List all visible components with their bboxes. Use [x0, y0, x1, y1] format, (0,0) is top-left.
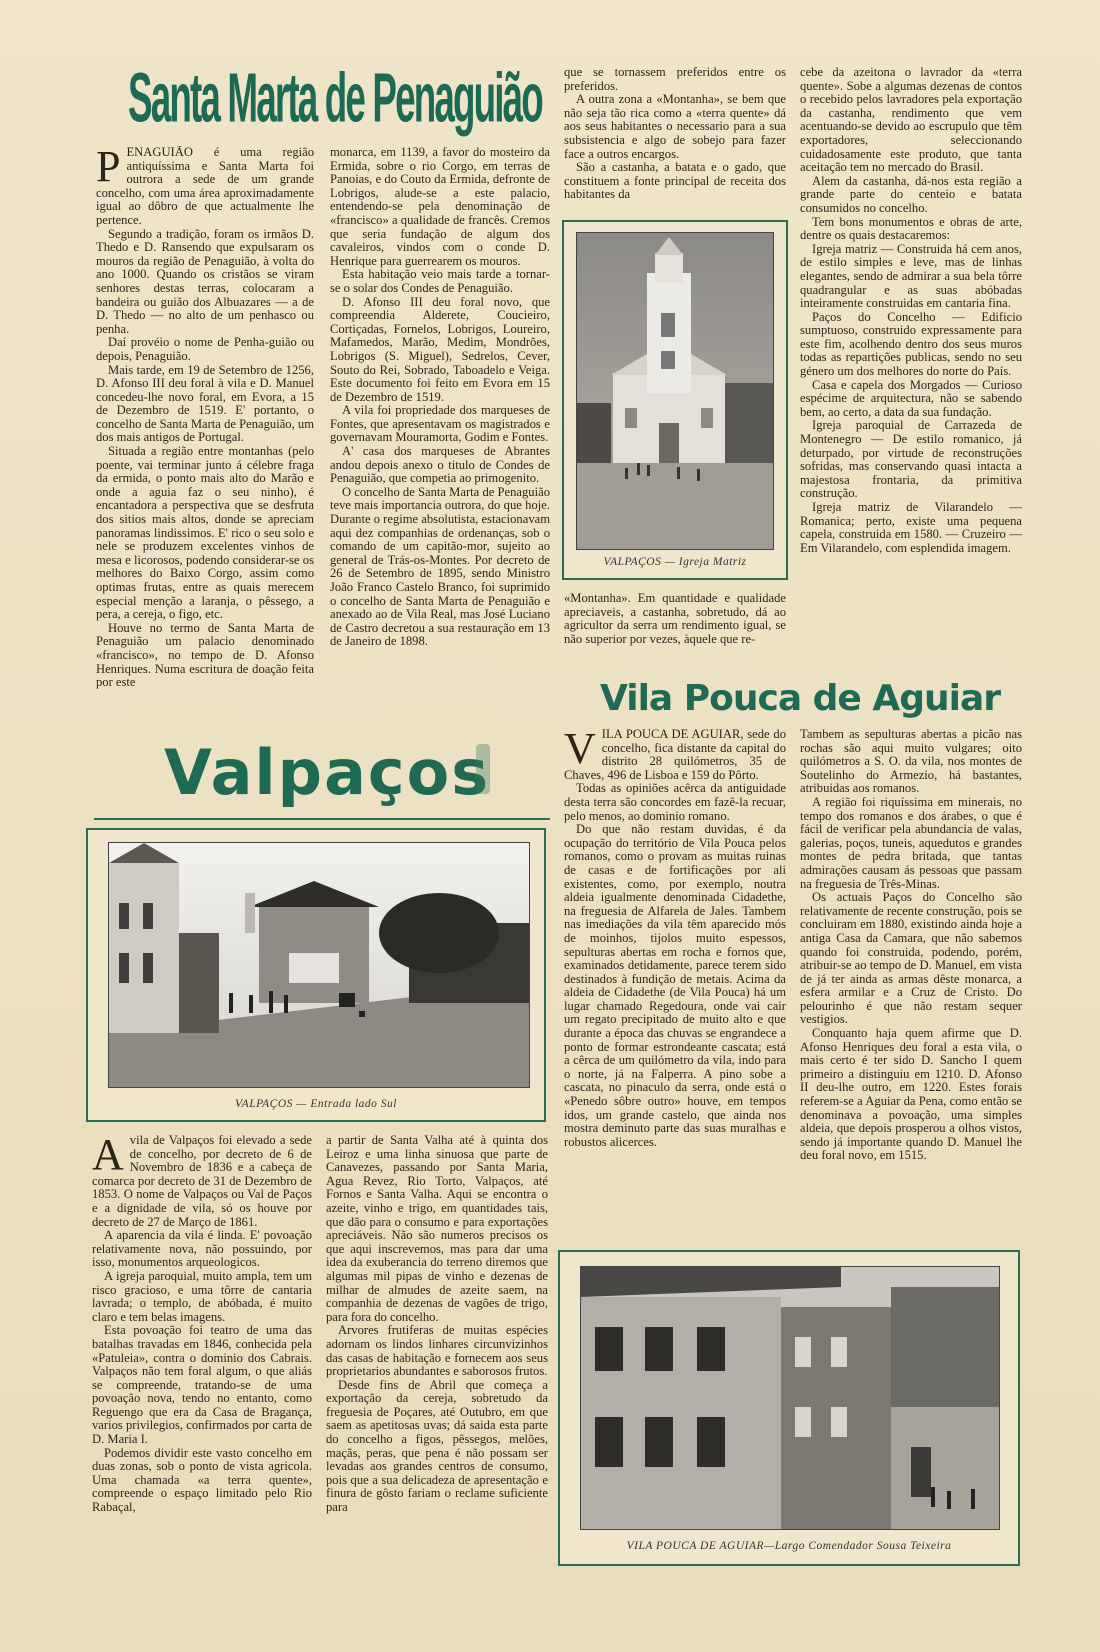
- paragraph: cebe da azeitona o lavrador da «terra quente». Sobe a algumas dezenas de contos o recebido pelos lavradores pela exportação da castanha, rendimento que vem acentuando-se devido ao escrupulo que têm exportadores, seleccionando cuidadosamente este produto, que tanta aceitação tem no mercado do Brasil.: [800, 66, 1022, 175]
- photo-frame-vila-pouca: [558, 1250, 1020, 1566]
- paragraph: Igreja matriz — Construida há cem anos, de estilo simples e leve, mas de linhas elegantes, sendo de admirar a sua bela tôrre quadrangular e as suas abóbadas inteiramente construidas em cantaria fina.: [800, 241, 1022, 311]
- paragraph: vila de Valpaços foi elevado a sede de concelho, por decreto de 6 de Novembro de 1836 e a cabeça de comarca por decreto de 31 de Dezembro de 1853. O nome de Valpaços ou Val de Paços e a dignidade de vila, só os houve por decreto de 27 de Março de 1861.: [92, 1134, 312, 1229]
- paragraph: Tem bons monumentos e obras de arte, dentre os quais destacaremos:: [800, 214, 1022, 243]
- photo-largo-comendador: [580, 1266, 1000, 1530]
- paragraph: Igreja matriz de Vilarandelo — Romanica; perto, existe uma pequena capela, construida em 1580. — Cruzeiro — Em Vilarandelo, com esplendida imagem.: [800, 500, 1022, 555]
- dropcap-a: A: [92, 1134, 124, 1179]
- paragraph: Alem da castanha, dá-nos esta região a grande parte do centeio e batata consumidos no concelho.: [800, 173, 1022, 215]
- paragraph: A igreja paroquial, muito ampla, tem um risco gracioso, e uma tôrre de cantaria lavrada; o templo, de abóbada, é muito claro e tem belas imagens.: [92, 1268, 312, 1324]
- paragraph: «Montanha». Em quantidade e qualidade apreciaveis, a castanha, sobretudo, dá ao agricultor da serra um rendimento igual, se não superior por vezes, àquele que re-: [564, 592, 786, 646]
- paragraph: monarca, em 1139, a favor do mosteiro da Ermida, sobre o rio Corgo, em terras de Panoias, e do Couto da Ermida, defronte de Lobrigos, alude-se a este palacio, entendendo-se pela denominação de «francisco» a qualidade de francês. Cremos que seria fundação de algum dos cavaleiros, vindos com o conde D. Henrique para guerrearem os mouros.: [330, 146, 550, 268]
- headline-vila-pouca: Vila Pouca de Aguiar: [600, 678, 1001, 719]
- paragraph: Houve no termo de Santa Marta de Penaguião um palacio denominado «francisco», no tempo de D. Afonso Henriques. Numa escritura de doação feita por este: [96, 620, 314, 690]
- dropcap-p: P: [96, 146, 121, 191]
- paragraph: Desde fins de Abril que começa a exportação da cereja, sobretudo da freguesia de Poçares, até Outubro, em que saem as apetitosas uvas; dá saida esta parte do concelho a figos, pêssegos, melões, maçãs, peras, que pena é não possam ser levadas aos grandes centros de consumo, pois que a sua delicadeza de apresentação e finura de gôsto fariam o reclame suficiente para: [326, 1377, 548, 1515]
- paragraph: Daí provéio o nome de Penha-guião ou depois, Penaguião.: [96, 335, 314, 363]
- paragraph: São a castanha, a batata e o gado, que constituem a fonte principal de receita dos habitantes da: [564, 160, 786, 202]
- paragraph: Tambem as sepulturas abertas a picão nas rochas são aqui muito vulgares; oito quilómetros a S. O. da vila, nos montes de Soutelinho do Armezio, há bastantes, atribuidas aos romanos.: [800, 728, 1022, 796]
- divider-rule: [94, 818, 550, 820]
- vila-pouca-column-2: [800, 728, 1022, 1244]
- headline-valpacos: Valpaços: [164, 736, 491, 809]
- paragraph: Os actuais Paços do Concelho são relativamente de recente construção, pois se concluiram em 1880, existindo ainda hoje a antiga Casa da Camara, que não sabemos quando foi construida, podendo, porém, atribuir-se ao tempo de D. Manuel, em vista de já ter ainda as armas dêste monarca, a esfera armilar e a Cruz de Cristo. Do pelourinho é que não restam sequer vestigios.: [800, 890, 1022, 1027]
- valpacos-column-2: [326, 1134, 548, 1640]
- photo-frame-church: [562, 220, 788, 580]
- paragraph: Conquanto haja quem afirme que D. Afonso Henriques deu foral a esta vila, o mais certo é ter sido D. Sancho I quem primeiro a distinguiu em 1210. D. Afonso II deu-lhe outro, em 1220. Estes forais referem-se a Aguiar da Pena, como então se denominava a povoação, uma simples aldeia, que depois prosperou a olhos vistos, sendo já importante quando D. Manuel lhe deu foral novo, em 1515.: [800, 1026, 1022, 1163]
- paragraph: que se tornassem preferidos entre os preferidos.: [564, 66, 786, 93]
- paragraph: Arvores frutiferas de muitas espécies adornam os lindos linhares circunvizinhos das casas de habitação e fornecem aos seus proprietarios abundantes e saborosos frutos.: [326, 1323, 548, 1379]
- paragraph: A vila foi propriedade dos marqueses de Fontes, que apresentavam os magistrados e governavam Mouramorta, Godim e Fontes.: [330, 403, 550, 445]
- santa-marta-column-1: [96, 146, 314, 730]
- paragraph: D. Afonso III deu foral novo, que compreendia Alderete, Coucieiro, Cortiçadas, Fornelos, Lobrigos, Loureiro, Mafamedos, Marão, Medim, Mondrões, Lobrigos (S. Miguel), Sedrelos, Cever, Souto do Rei, Sobrado, Taboadelo e Veiga. Este documento foi feito em Evora em 15 de Dezembro de 1519.: [330, 294, 550, 404]
- valpacos-continued-column-3: [564, 66, 786, 206]
- paragraph: Podemos dividir este vasto concelho em duas zonas, sob o ponto de vista agricola. Uma chamada «a terra quente», compreende o espaço limitado pelo Rio Rabaçal,: [92, 1445, 312, 1515]
- paragraph: A' casa dos marqueses de Abrantes andou depois anexo o titulo de Condes de Penaguião, que competia ao primogenito.: [330, 444, 550, 486]
- paragraph: Mais tarde, em 19 de Setembro de 1256, D. Afonso III deu foral à vila e D. Manuel concedeu-lhe novo foral, em Evora, a 15 de Dezembro de 1519. E' portanto, o concelho de Santa Marta de Penaguião, um dos mais antigos de Portugal.: [96, 362, 314, 445]
- paragraph: ENAGUIÃO é uma região antiquíssima e Santa Marta foi outrora a sede de um grande concelho, com uma área aproximadamente igual ao dôbro de que actualmente lhe pertence.: [96, 146, 314, 227]
- photo-igreja-matriz: [576, 232, 774, 550]
- paragraph: O concelho de Santa Marta de Penaguião teve mais importancia outrora, do que hoje. Durante o regime absolutista, estacionavam aqui dez companhias de ordenanças, sob o comando de um capitão-mor, sujeito ao general de Trás-os-Montes. Por decreto de 26 de Setembro de 1895, sendo Ministro João Franco Castelo Branco, foi suprimido o concelho de Santa Marta de Penaguião e anexado ao de Vila Real, mas José Luciano de Castro decretou a sua restauração em 13 de Janeiro de 1898.: [330, 484, 550, 649]
- photo-frame-valpacos: [86, 828, 546, 1122]
- vila-pouca-column-1: [564, 728, 786, 1212]
- column-3-montanha: [564, 592, 786, 664]
- headline-santa-marta: Santa Marta de Penaguião: [128, 60, 542, 137]
- paragraph: Todas as opiniões acêrca da antiguidade desta terra são concordes em fazê-la recuar, pelo menos, ao dominio romano.: [564, 781, 786, 823]
- photo-entrada-lado-sul: [108, 842, 530, 1088]
- caption-valpacos: VALPAÇOS — Entrada lado Sul: [235, 1098, 397, 1110]
- paragraph: Segundo a tradição, foram os irmãos D. Thedo e D. Ransendo que expulsaram os mouros da região de Penaguião, à volta do ano 1000. Quando os cristãos se viram senhores destas terras, colocaram a bandeira ou guião dos Albuazares — a de D. Thedo — no alto de um penhasco ou penha.: [96, 226, 314, 336]
- dropcap-v: V: [564, 728, 596, 773]
- paragraph: A região foi riquíssima em minerais, no tempo dos romanos e dos árabes, o que é fácil de verificar pela abundancia de valas, galerias, poços, tuneis, aquedutos e grandes montes de pedra britada, que tantas admirações causam ás pessoas que passam na freguesia de Três-Minas.: [800, 794, 1022, 891]
- paragraph: Igreja paroquial de Carrazeda de Montenegro — De estilo romanico, já deturpado, por virtude de reconstruções sofridas, mas conservando quasi intacta a majestosa frontaria, da primitiva construção.: [800, 418, 1022, 501]
- paragraph: Casa e capela dos Morgados — Curioso espécime de arquitectura, não se sabendo bem, ao certo, a data da sua fundação.: [800, 377, 1022, 419]
- santa-marta-column-2: [330, 146, 550, 730]
- paragraph: A outra zona a «Montanha», se bem que não seja tão rica como a «terra quente» dá aos seus habitantes o necessario para a sua subsistencia e algo de sobejo para fazer face a outros encargos.: [564, 92, 786, 161]
- paragraph: Esta habitação veio mais tarde a tornar-se o solar dos Condes de Penaguião.: [330, 267, 550, 295]
- paper-stain: [476, 744, 490, 794]
- column-4-monuments: [800, 66, 1022, 666]
- caption-vila-pouca: VILA POUCA DE AGUIAR—Largo Comendador Sousa Teixeira: [626, 1540, 952, 1552]
- paragraph: ILA POUCA DE AGUIAR, sede do concelho, fica distante da capital do distrito 28 quilómetros, 35 de Chaves, 496 de Lisboa e 159 do Pôrto.: [564, 728, 786, 782]
- paragraph: Paços do Concelho — Edificio sumptuoso, construido expressamente para este fim, acolhendo dentro dos seus muros todas as repartições publicas, sendo no seu género um dos melhores do norte do País.: [800, 309, 1022, 379]
- caption-church: VALPAÇOS — Igreja Matriz: [603, 556, 747, 568]
- paragraph: a partir de Santa Valha até à quinta dos Leiroz e uma linha sinuosa que parte de Canavezes, passando por Santa Maria, Agua Revez, Rio Torto, Valpaços, até Fornos e Santa Valha. Aqui se encontra o azeite, vinho e trigo, em quantidades tais, que dão para o consumo e para exportações apreciáveis. Não são numeros precisos os que aqui inscrevemos, mas para dar uma idea da exuberancia do terreno diremos que algumas mil pipas de vinho e dezenas de milhar de almudes de azeite saem, na companhia de dezenas de vagões de trigo, para fora do concelho.: [326, 1134, 548, 1324]
- paragraph: Esta povoação foi teatro de uma das batalhas travadas em 1846, conhecida pela «Patuleia», contra o dominio dos Cabrais. Valpaços não tem foral algum, o que aliás se compreende, tratando-se de uma povoação nova, tendo no entanto, como Reguengo que era da Casa de Bragança, varios privilegios, confirmados por carta de D. Maria I.: [92, 1323, 312, 1447]
- paragraph: Situada a região entre montanhas (pelo poente, vai terminar junto á célebre fraga da ermida, o ponto mais alto do Marão e onde a aguia faz o seu ninho), é encantadora a perspectiva que se desfruta dos sitios mais altos, donde se apreciam panoramas lindissimos. E' rico o seu solo e nele se produzem excelentes vinhos de mesa e licorosos, podendo considerar-se os melhores do Baixo Corgo, assim como optimas frutas, entre as quais merecem especial menção a laranja, o pêssego, a pera, a cereja, o figo, etc.: [96, 444, 314, 622]
- paragraph: A aparencia da vila é linda. E' povoação relativamente nova, não possuindo, por isso, monumentos arqueologicos.: [92, 1228, 312, 1270]
- valpacos-column-1: [92, 1134, 312, 1640]
- paragraph: Do que não restam duvidas, é da ocupação do território de Vila Pouca pelos romanos, como o provam as muitas ruinas de casas e de fortificações por ali existentes, como, por exemplo, noutra aldeia igualmente denominada Cidadethe, na freguesia de Alfarela de Jales. Tambem nas imediações da vila têm aparecido mós de moinhos, tijolos muito espessos, sepulturas abertas em rocha e fornos que, examinados detidamente, parece terem sido destinados à fundição de metais. Acima da aldeia de Cidadethe (de Vila Pouca) há um lugar chamado Regedoura, onde vai cair um regato precipitado de muito alto e que durante a época das chuvas se engrandece a ponto de formar estrondeante cascata; está a cêrca de um quilómetro da vila, indo para o norte, já na Falperra. A pino sobe a cascata, no pinaculo da serra, onde está o «Penedo sôbre outro» houve, em tempos idos, um grande castelo, que ainda nos mostra deminuto parte das suas muralhas e robustos alicerces.: [564, 822, 786, 1149]
